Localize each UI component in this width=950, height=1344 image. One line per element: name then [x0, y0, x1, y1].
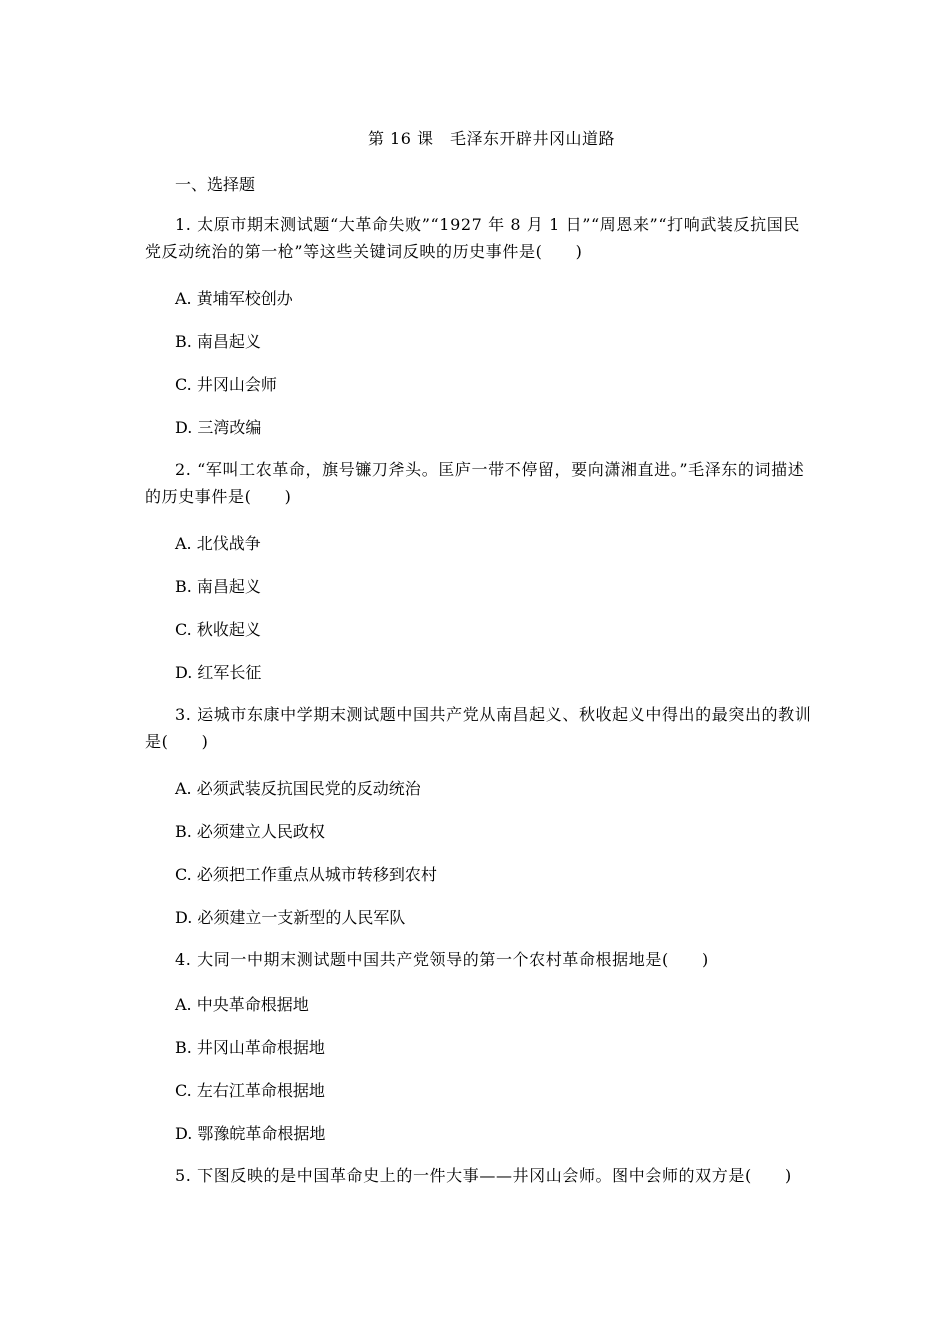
- option-c: C. 秋收起义: [175, 620, 261, 639]
- option-d: D. 三湾改编: [175, 418, 262, 437]
- question-2: [145, 456, 815, 510]
- question-stem: 4. 大同一中期末测试题中国共产党领导的第一个农村革命根据地是( ): [175, 950, 709, 969]
- section-heading: 一、选择题: [175, 175, 256, 194]
- option-b: B. 南昌起义: [175, 332, 261, 351]
- option-c: C. 井冈山会师: [175, 375, 277, 394]
- question-4: [145, 946, 815, 973]
- option-a: A. 北伐战争: [175, 534, 261, 553]
- option-b: B. 必须建立人民政权: [175, 822, 325, 841]
- option-a: A. 中央革命根据地: [175, 995, 309, 1014]
- option-c: C. 必须把工作重点从城市转移到农村: [175, 865, 437, 884]
- question-stem: 3. 运城市东康中学期末测试题中国共产党从南昌起义、秋收起义中得出的最突出的教训是( ): [145, 705, 812, 751]
- option-b: B. 井冈山革命根据地: [175, 1038, 325, 1057]
- question-1: [145, 211, 815, 265]
- question-stem: 1. 太原市期末测试题“大革命失败”“1927 年 8 月 1 日”“周恩来”“打响武装反抗国民党反动统治的第一枪”等这些关键词反映的历史事件是( ): [145, 215, 800, 261]
- question-5: [145, 1162, 815, 1189]
- option-b: B. 南昌起义: [175, 577, 261, 596]
- option-a: A. 黄埔军校创办: [175, 289, 293, 308]
- option-a: A. 必须武装反抗国民党的反动统治: [175, 779, 421, 798]
- question-stem: 2. “军叫工农革命，旗号镰刀斧头。匡庐一带不停留，要向潇湘直进。”毛泽东的词描述的历史事件是( ): [145, 460, 805, 506]
- option-c: C. 左右江革命根据地: [175, 1081, 325, 1100]
- lesson-title: 第 16 课 毛泽东开辟井冈山道路: [367, 129, 616, 148]
- option-d: D. 鄂豫皖革命根据地: [175, 1124, 326, 1143]
- question-3: [145, 701, 815, 755]
- question-stem: 5. 下图反映的是中国革命史上的一件大事——井冈山会师。图中会师的双方是( ): [175, 1166, 792, 1185]
- option-d: D. 红军长征: [175, 663, 262, 682]
- option-d: D. 必须建立一支新型的人民军队: [175, 908, 406, 927]
